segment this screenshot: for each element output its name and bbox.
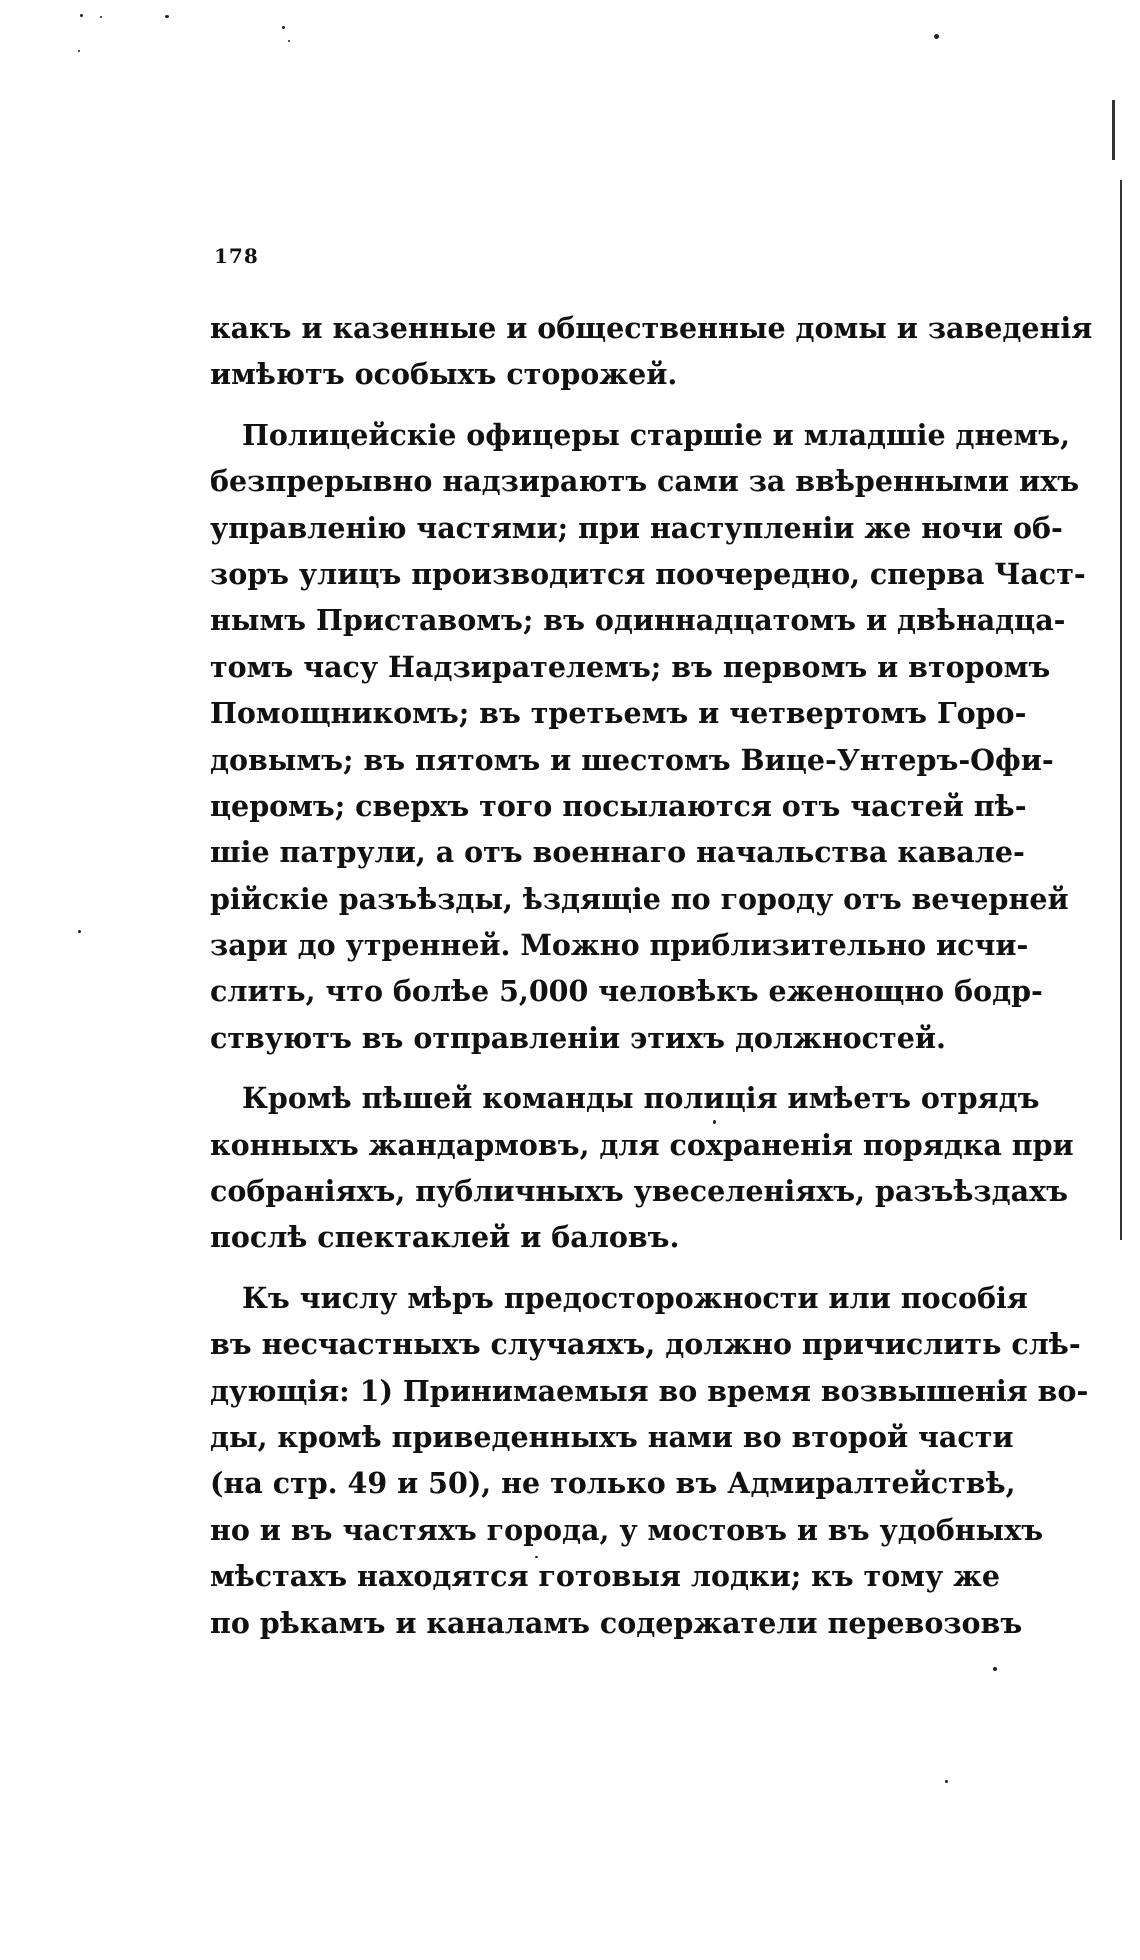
- text-line: мѣстахъ находятся готовыя лодки; къ тому же: [210, 1559, 1001, 1594]
- body-text: [210, 305, 1093, 1646]
- text-line: зари до утренней. Можно приблизительно исчи-: [210, 928, 1029, 963]
- paragraph: [210, 305, 1093, 398]
- scan-speck: [100, 16, 102, 18]
- text-line: ствуютъ въ отправленіи этихъ должностей.: [210, 1020, 946, 1055]
- page-edge-shadow: [1112, 100, 1115, 160]
- text-line: какъ и казенные и общественные домы и заведенія: [210, 311, 1093, 345]
- page-number: 178: [214, 244, 259, 268]
- text-line: дующія: 1) Принимаемыя во время возвышенія во-: [210, 1373, 1089, 1408]
- text-line: рійскіе разъѣзды, ѣздящіе по городу отъ вечерней: [210, 881, 1069, 916]
- paragraph: [210, 1275, 1089, 1646]
- text-line: томъ часу Надзирателемъ; въ первомъ и второмъ: [210, 649, 1051, 684]
- text-line: Помощникомъ; въ третьемъ и четвертомъ Горо-: [210, 696, 1027, 731]
- scan-speck: [282, 26, 285, 29]
- text-line: ды, кромѣ приведенныхъ нами во второй части: [210, 1419, 1014, 1454]
- scan-speck: [934, 34, 939, 39]
- text-line: конныхъ жандармовъ, для сохраненія порядка при: [210, 1127, 1074, 1162]
- text-line: Къ числу мѣръ предосторожности или пособія: [242, 1280, 1028, 1315]
- text-line: слить, что болѣе 5,000 человѣкъ еженощно бодр-: [210, 974, 1043, 1009]
- text-line: безпрерывно надзираютъ сами за ввѣренными ихъ: [210, 464, 1080, 499]
- text-line: церомъ; сверхъ того посылаются отъ частей пѣ-: [210, 788, 1027, 823]
- paragraph: [210, 1075, 1074, 1261]
- text-line: управленію частями; при наступленіи же ночи об-: [210, 510, 1063, 545]
- scan-speck: [165, 15, 169, 18]
- paragraph: [210, 412, 1086, 1061]
- text-line: (на стр. 49 и 50), не только въ Адмиралтействѣ,: [210, 1466, 1016, 1501]
- page-edge-shadow: [1120, 180, 1122, 1240]
- scan-speck: [288, 40, 290, 42]
- scan-speck: [945, 1780, 948, 1783]
- text-line: послѣ спектаклей и баловъ.: [210, 1220, 680, 1255]
- scan-speck: [80, 14, 83, 17]
- text-line: зоръ улицъ производится поочередно, сперва Част-: [210, 556, 1086, 591]
- text-line: имѣютъ особыхъ сторожей.: [210, 357, 678, 392]
- text-line: Кромѣ пѣшей команды полиція имѣетъ отрядъ: [242, 1081, 1040, 1116]
- text-line: нымъ Приставомъ; въ одиннадцатомъ и двѣнадца-: [210, 603, 1066, 638]
- scan-speck: [78, 930, 81, 933]
- text-line: собраніяхъ, публичныхъ увеселеніяхъ, разъѣздахъ: [210, 1174, 1068, 1209]
- scan-speck: [993, 1667, 997, 1671]
- text-line: довымъ; въ пятомъ и шестомъ Вице-Унтеръ-Офи-: [210, 742, 1054, 777]
- text-line: по рѣкамъ и каналамъ содержатели перевозовъ: [210, 1605, 1023, 1640]
- scan-speck: [78, 50, 80, 52]
- text-line: но и въ частяхъ города, у мостовъ и въ удобныхъ: [210, 1512, 1044, 1547]
- text-line: въ несчастныхъ случаяхъ, должно причислить слѣ-: [210, 1327, 1081, 1362]
- text-line: Полицейскіе офицеры старшіе и младшіе днемъ,: [242, 417, 1071, 452]
- text-line: шіе патрули, а отъ военнаго начальства кавале-: [210, 835, 1025, 870]
